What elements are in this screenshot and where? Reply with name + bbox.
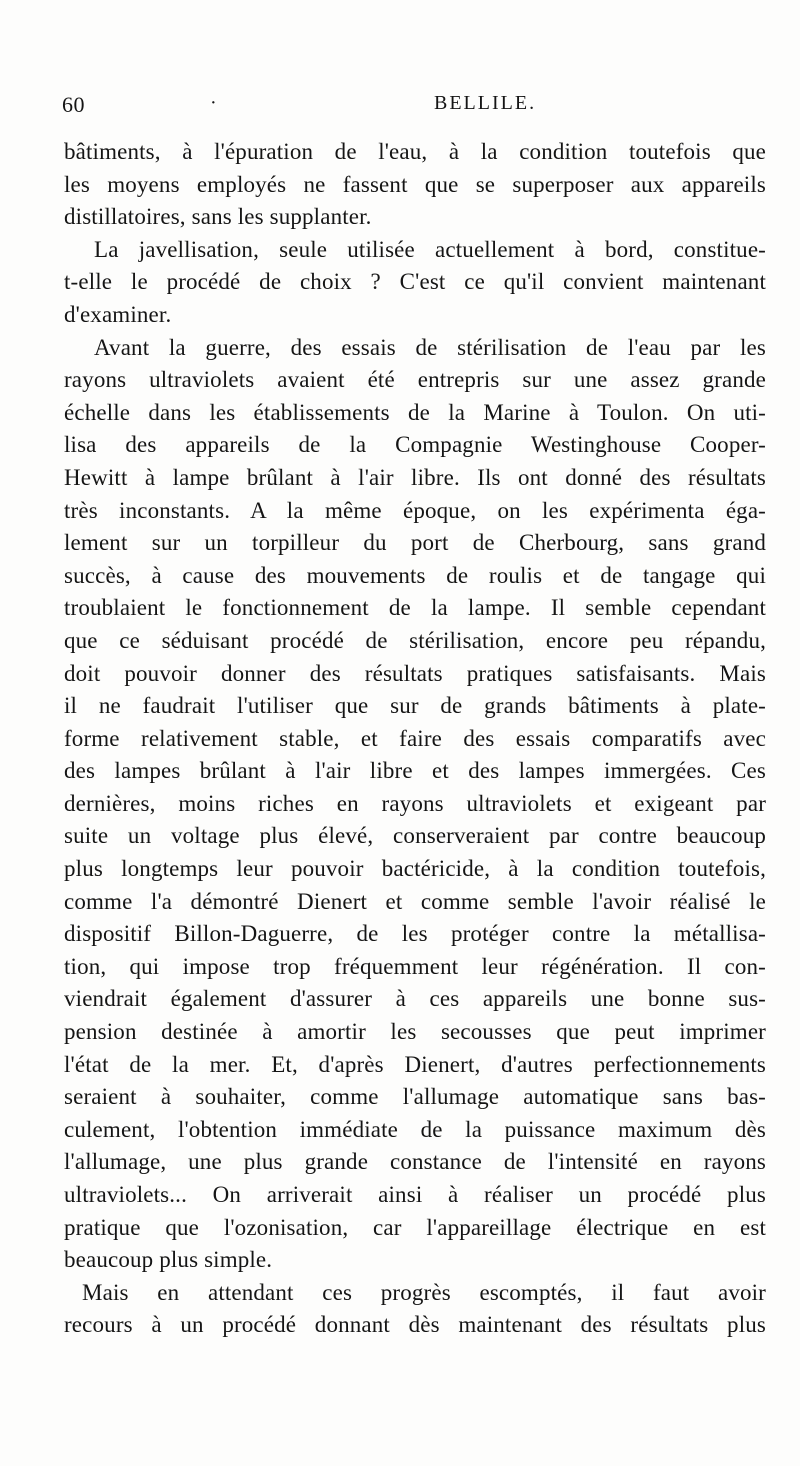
text-line: viendrait également d'assurer à ces appareils une bonne sus-	[64, 986, 766, 1012]
text-line: distillatoires, sans les supplanter.	[64, 204, 372, 230]
text-line: forme relativement stable, et faire des essais comparatifs avec	[64, 725, 766, 751]
text-line: l'allumage, une plus grande constance de l'intensité en rayons	[64, 1149, 766, 1175]
text-line: lement sur un torpilleur du port de Cherbourg, sans grand	[64, 530, 766, 556]
page-header	[62, 92, 767, 124]
text-line: doit pouvoir donner des résultats pratiques satisfaisants. Mais	[64, 660, 766, 686]
text-line: échelle dans les établissements de la Marine à Toulon. On uti-	[64, 399, 766, 425]
text-line: d'examiner.	[64, 301, 172, 327]
text-line: comme l'a démontré Dienert et comme semble l'avoir réalisé le	[64, 888, 766, 914]
text-line: tion, qui impose trop fréquemment leur régénération. Il con-	[64, 953, 766, 979]
text-line: ultraviolets... On arriverait ainsi à réaliser un procédé plus	[64, 1182, 766, 1207]
text-line: les moyens employés ne fassent que se superposer aux appareils	[64, 171, 766, 197]
text-line: rayons ultraviolets avaient été entrepris sur une assez grande	[64, 367, 766, 393]
text-line: t-elle le procédé de choix ? C'est ce qu'il convient maintenant	[64, 269, 766, 295]
header-separator: ·	[210, 92, 217, 114]
running-title: BELLILE.	[434, 92, 537, 114]
text-line: suite un voltage plus élevé, conserveraient par contre beaucoup	[64, 823, 766, 849]
text-line: culement, l'obtention immédiate de la puissance maximum dès	[64, 1116, 766, 1142]
text-line: très inconstants. A la même époque, on les expérimenta éga-	[64, 497, 766, 523]
text-line: l'état de la mer. Et, d'après Dienert, d'autres perfectionnements	[64, 1051, 766, 1077]
text-line: pension destinée à amortir les secousses que peut imprimer	[64, 1019, 766, 1045]
text-line: bâtiments, à l'épuration de l'eau, à la condition toutefois que	[64, 139, 766, 164]
text-line: troublaient le fonctionnement de la lampe. Il semble cependant	[64, 595, 766, 621]
text-line: que ce séduisant procédé de stérilisation, encore peu répandu,	[64, 627, 766, 653]
text-line: La javellisation, seule utilisée actuellement à bord, constitue-	[94, 236, 766, 262]
text-line: Hewitt à lampe brûlant à l'air libre. Ils ont donné des résultats	[64, 464, 766, 490]
text-line: il ne faudrait l'utiliser que sur de grands bâtiments à plate-	[64, 693, 766, 719]
text-line: seraient à souhaiter, comme l'allumage automatique sans bas-	[64, 1084, 766, 1110]
text-line: des lampes brûlant à l'air libre et des lampes immergées. Ces	[64, 758, 766, 784]
text-line: Avant la guerre, des essais de stérilisation de l'eau par les	[94, 334, 766, 360]
text-line: lisa des appareils de la Compagnie Westinghouse Cooper-	[64, 432, 766, 458]
text-line: dernières, moins riches en rayons ultraviolets et exigeant par	[64, 790, 766, 816]
text-line: pratique que l'ozonisation, car l'appareillage électrique en est	[64, 1214, 766, 1240]
text-line: plus longtemps leur pouvoir bactéricide, à la condition toutefois,	[64, 856, 766, 882]
text-line: Mais en attendant ces progrès escomptés, il faut avoir	[82, 1279, 766, 1305]
page-number: 60	[62, 92, 85, 117]
text-line: dispositif Billon-Daguerre, de les protéger contre la métallisa-	[64, 921, 766, 947]
text-line: succès, à cause des mouvements de roulis et de tangage qui	[64, 562, 766, 588]
text-line: beaucoup plus simple.	[64, 1247, 273, 1273]
body-text	[64, 136, 766, 1342]
text-line: recours à un procédé donnant dès maintenant des résultats plus	[64, 1312, 766, 1338]
